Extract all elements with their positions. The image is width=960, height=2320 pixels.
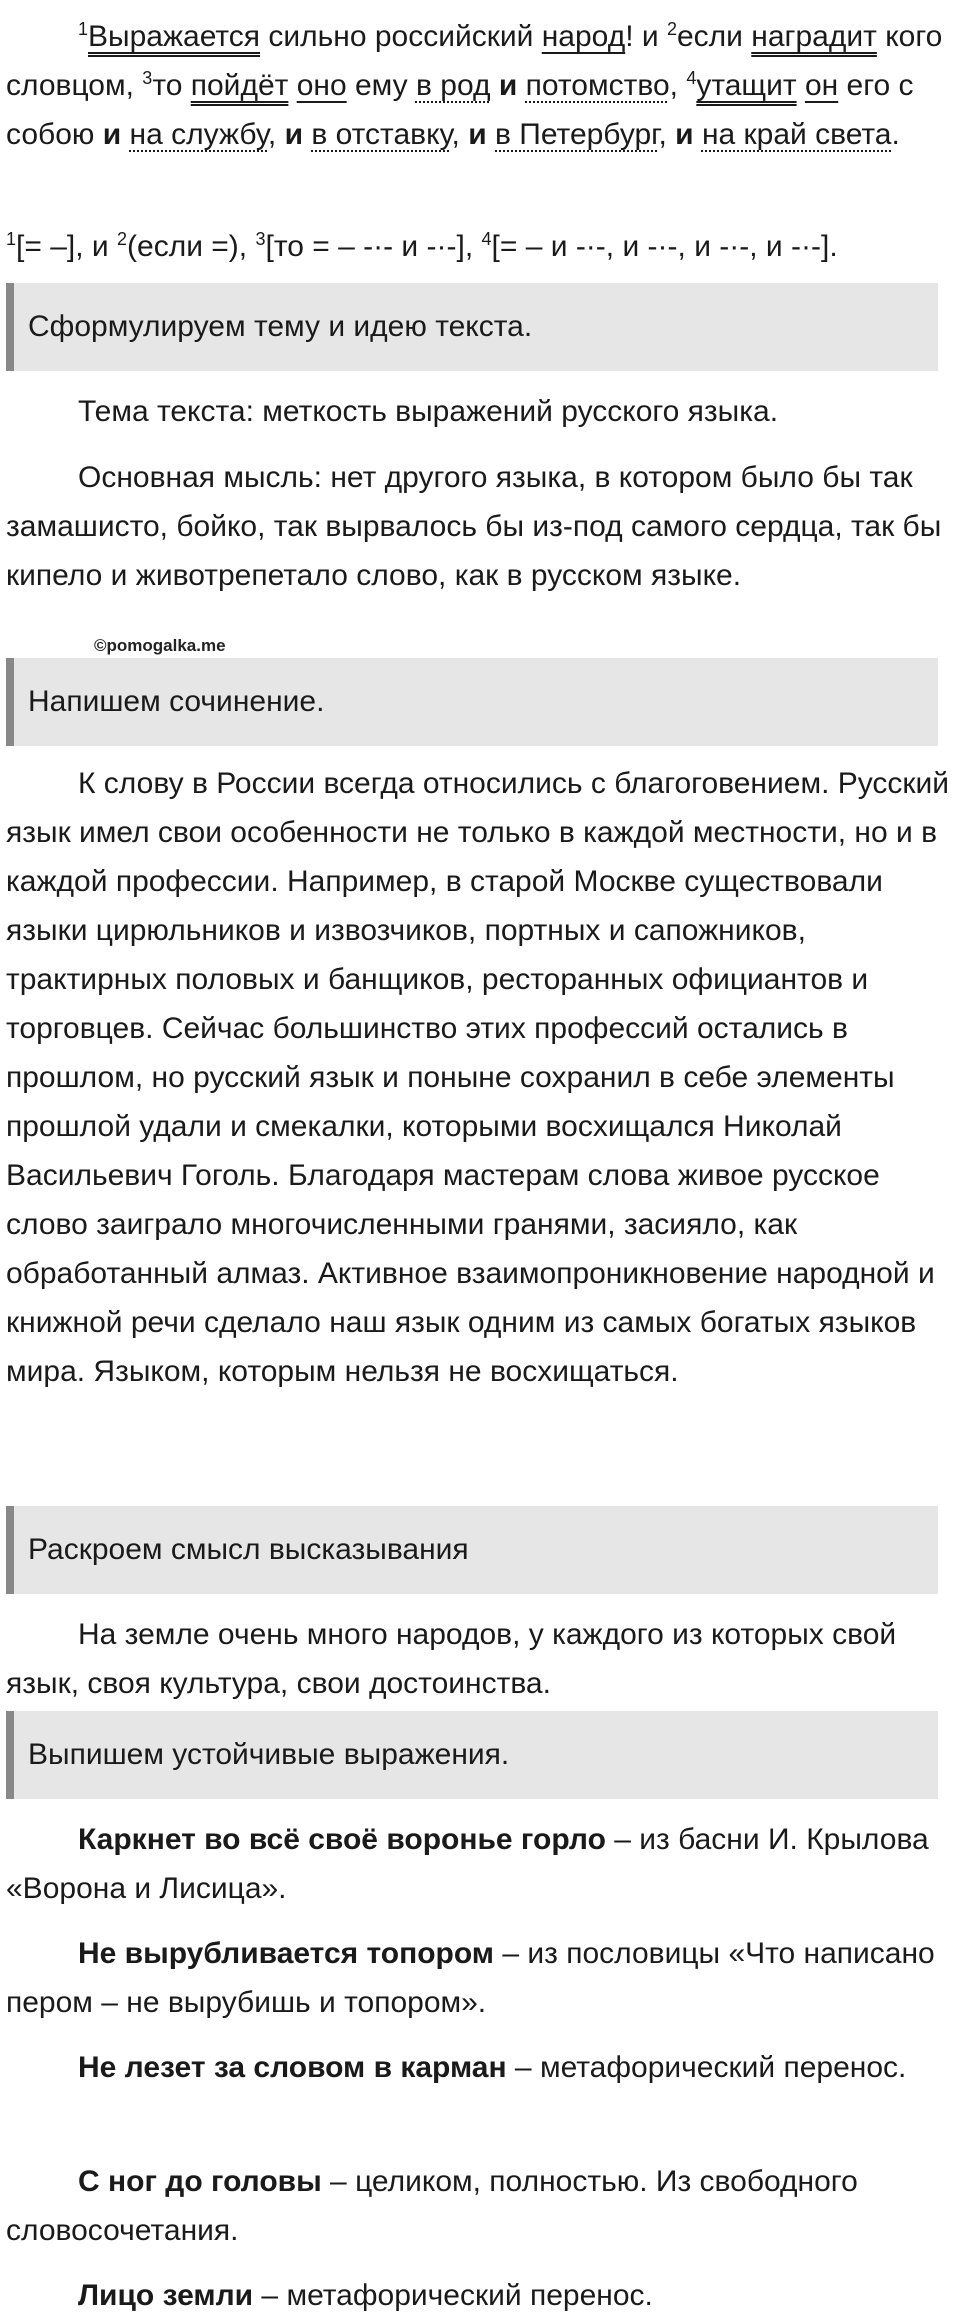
section-heading-theme: Сформулируем тему и идею текста.: [6, 283, 938, 371]
idiom-term: С ног до головы: [78, 2165, 322, 2198]
conjunction: и: [102, 118, 122, 151]
section-heading-idioms: Выпишем устойчивые выражения.: [6, 1711, 938, 1799]
watermark: ©pomogalka.me: [94, 636, 226, 655]
subject: оно: [296, 69, 347, 102]
idea-text: Основная мысль: нет другого языка, в котором было бы так замашисто, бойко, так вырвалось бы из-под самого сердца, так бы кипело и животрепетало слово, как в русском языке.: [6, 461, 942, 592]
idiom-item: [6, 1929, 951, 2027]
conjunction: и: [468, 118, 487, 151]
idiom-term: Лицо земли: [78, 2279, 254, 2312]
adverbial: потомство: [525, 69, 670, 102]
conjunction: и: [675, 118, 694, 151]
idiom-term: Не вырубливается топором: [78, 1937, 495, 1970]
idiom-item: [6, 2043, 951, 2092]
adverbial: на край света: [701, 118, 892, 151]
predicate: утащит: [696, 69, 797, 102]
section-heading-meaning: Раскроем смысл высказывания: [6, 1506, 938, 1594]
idiom-desc: – метафорический перенос.: [506, 2051, 907, 2084]
subject: народ: [541, 20, 626, 53]
adverbial: на службу: [129, 118, 268, 151]
clause-number: 4: [686, 68, 697, 88]
predicate: пойдёт: [190, 69, 289, 102]
clause-number: 3: [142, 68, 153, 88]
idiom-desc: – метафорический перенос.: [253, 2279, 653, 2312]
theme-text: Тема текста: меткость выражений русского языка.: [78, 395, 779, 428]
idiom-term: Каркнет во всё своё воронье горло: [78, 1823, 606, 1856]
predicate: Выражается: [88, 20, 261, 53]
subject: он: [804, 69, 839, 102]
clause-number: 1: [78, 19, 89, 39]
idiom-item: [6, 1815, 951, 1913]
idiom-desc: – из басни И. Крылова «Ворона и Лисица».: [6, 1823, 929, 1905]
meaning-text: На земле очень много народов, у каждого из которых свой язык, своя культура, свои достоинства.: [6, 1618, 897, 1700]
idiom-desc: – целиком, полностью. Из свободного словосочетания.: [6, 2165, 858, 2247]
idiom-item: [6, 2271, 951, 2320]
conjunction: и: [284, 118, 304, 151]
section-heading-essay: Напишем сочинение.: [6, 658, 938, 746]
idiom-item: [6, 2157, 951, 2255]
conjunction: и: [498, 69, 518, 102]
adverbial: в род: [415, 69, 491, 102]
essay-text: К слову в России всегда относились с благоговением. Русский язык имел свои особенности не только в каждой местности, но и в каждой профессии. Например, в старой Москве существовали языки цирюльников и извозчиков, портных и сапожников, трактирных половых и банщиков, ресторанных официантов и торговцев. Сейчас большинство этих профессий остались в прошлом, но русский язык и поныне сохранил в себе элементы прошлой удали и смекалки, которыми восхищался Николай Васильевич Гоголь. Благодаря мастерам слова живое русское слово заиграло многочисленными гранями, засияло, как обработанный алмаз. Активное взаимопроникновение народной и книжной речи сделало наш язык одним из самых богатых языков мира. Языком, которым нельзя не восхищаться.: [6, 767, 950, 1388]
adverbial: в отставку: [311, 118, 452, 151]
idiom-term: Не лезет за словом в карман: [78, 2051, 507, 2084]
adverbial: в Петербург: [495, 118, 659, 151]
clause-number: 2: [666, 19, 677, 39]
idiom-desc: – из пословицы «Что написано пером – не вырубишь и топором».: [6, 1937, 935, 2019]
predicate: наградит: [751, 20, 877, 53]
sentence-scheme: $^1$[= –], и $^2$(если =), $^3$[то = – -·- и -·-], $^4$[= – и -·-, и -·-, и -·-, и -·-].: [6, 229, 838, 263]
analyzed-sentence: $^1$Выражается сильно российский народ! и $^2$если наградит кого словцом, $^3$то пойдёт оно ему в род и потомство, $^4$утащит он его с собою и на службу, и в отставку, и в Петербург, и на край света.: [6, 19, 943, 151]
